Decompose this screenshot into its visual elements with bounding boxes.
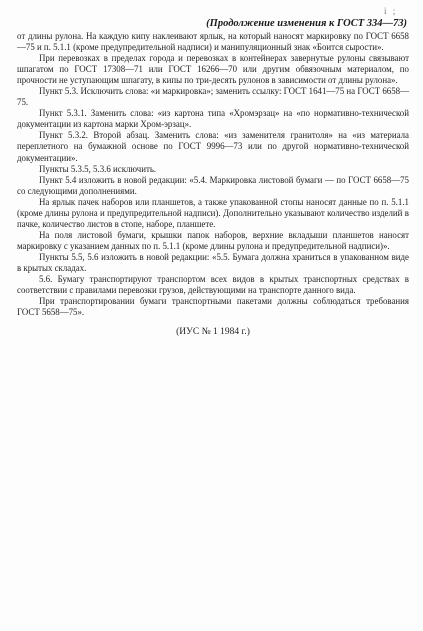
paragraph-6: Пункты 5.3.5, 5.3.6 исключить. bbox=[39, 163, 157, 174]
paragraph-12: При транспортировании бумаги транспортными пакетами должны соблюдаться требования ГОСТ 5658—75». bbox=[17, 296, 409, 318]
paragraph-8: На ярлык пачек наборов или планшетов, а также упакованной стопы наносят данные по п. 5.1.1 (кроме длины рулона и предупредительной надписи). Дополнительно указывают количество изделий в пачке, количество листов в стопе, наборе, планшете. bbox=[17, 196, 409, 229]
paragraph-11: 5.6. Бумагу транспортируют транспортом всех видов в крытых транспортных средствах в соответствии с правилами перевозки грузов, действующими на транспорте данного вида. bbox=[17, 274, 409, 296]
document-body bbox=[17, 31, 409, 338]
paragraph-7: Пункт 5.4 изложить в новой редакции: «5.4. Маркировка листовой бумаги — по ГОСТ 6658—75 со следующими дополнениями. bbox=[17, 174, 409, 196]
paragraph-3: Пункт 5.3. Исключить слова: «и маркировка»; заменить ссылку: ГОСТ 1641—75 на ГОСТ 6658—75. bbox=[17, 86, 409, 108]
paragraph-5: Пункт 5.3.2. Второй абзац. Заменить слова: «из заменителя гранитоля» на «из материала переплетного на бумажной основе по ГОСТ 9996—73 или по другой нормативно-технической документации». bbox=[17, 130, 409, 163]
paragraph-10: Пункты 5.5, 5.6 изложить в новой редакции: «5.5. Бумага должна храниться в упакованном виде в крытых складах. bbox=[17, 251, 409, 273]
paragraph-1: от длины рулона. На каждую кипу наклеивают ярлык, на который наносят маркировку по ГОСТ 6658—75 и п. 5.1.1 (кроме предупредительной надписи) и манипуляционный знак «Боится сырости». bbox=[17, 31, 409, 53]
corner-mark: i ; bbox=[384, 6, 398, 16]
paragraph-9: На поля листовой бумаги, крышки папок наборов, верхние вкладыши планшетов наносят маркировку с указанием данных по п. 5.1.1 (кроме длины рулона и предупредительной надписи)». bbox=[17, 229, 409, 251]
page-header: (Продолжение изменения к ГОСТ 334—73) bbox=[206, 18, 407, 29]
paragraph-4: Пункт 5.3.1. Заменить слова: «из картона типа «Хромэрзац» на «по нормативно-технической документации из картона марки Хром-эрзац». bbox=[17, 108, 409, 130]
footer-note: (ИУС № 1 1984 г.) bbox=[176, 327, 250, 338]
paragraph-2: При перевозках в пределах города и перевозках в контейнерах завернутые рулоны связывают шпагатом по ГОСТ 17308—71 или ГОСТ 16266—70 или другим обвязочным материалом, по прочности не уступающим шпагату, в кипы по три-десять рулонов в зависимости от длины рулона». bbox=[17, 53, 409, 86]
